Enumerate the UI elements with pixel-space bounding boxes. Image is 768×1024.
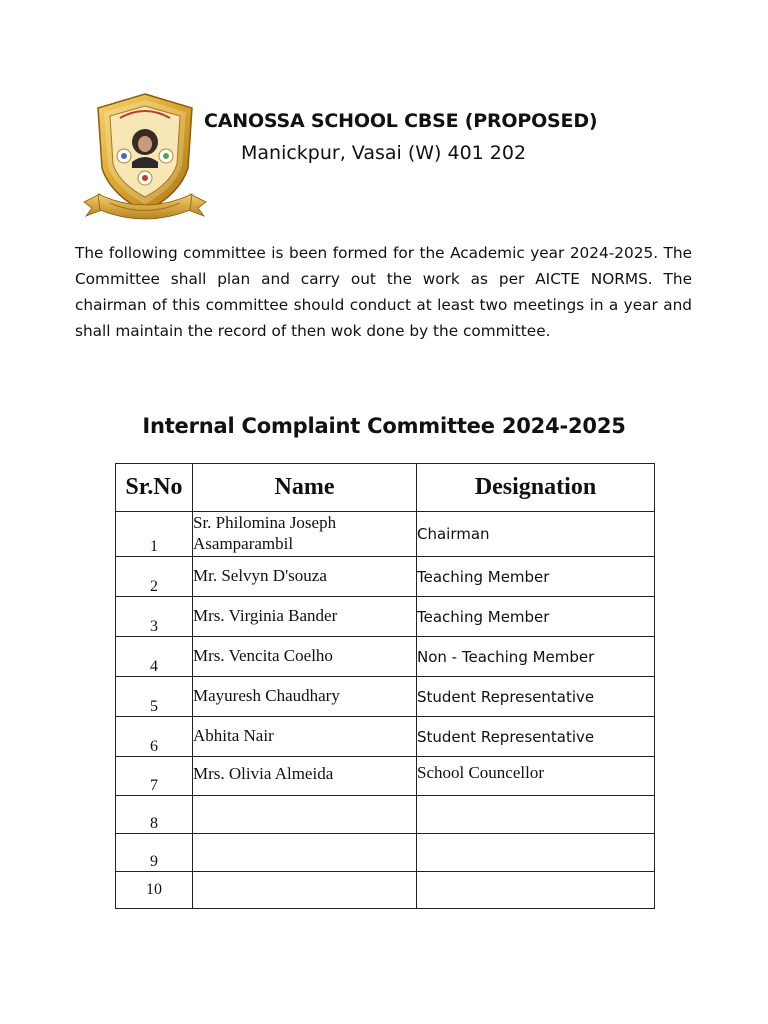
name-cell xyxy=(193,834,417,872)
sr-no-cell: 3 xyxy=(116,597,193,637)
table-row xyxy=(116,717,655,757)
table-row xyxy=(116,834,655,872)
name-cell: Mrs. Virginia Bander xyxy=(193,597,417,637)
committee-title: Internal Complaint Committee 2024-2025 xyxy=(142,414,626,438)
intro-paragraph: The following committee is been formed for the Academic year 2024-2025. The Committee shall plan and carry out the work as per AICTE NORMS. The chairman of this committee should conduct at least two meetings in a year and shall maintain the record of then wok done by the committee. xyxy=(75,244,692,340)
designation-cell: School Councellor xyxy=(417,757,655,796)
table-row xyxy=(116,597,655,637)
name-cell: Mr. Selvyn D'souza xyxy=(193,557,417,597)
table-row xyxy=(116,512,655,557)
designation-cell: Chairman xyxy=(417,512,655,557)
sr-no-cell: 6 xyxy=(116,717,193,757)
name-cell: Abhita Nair xyxy=(193,717,417,757)
sr-no-cell: 1 xyxy=(116,512,193,557)
sr-no-cell: 2 xyxy=(116,557,193,597)
column-header-designation: Designation xyxy=(417,464,655,512)
designation-cell xyxy=(417,834,655,872)
table-row xyxy=(116,757,655,796)
sr-no-cell: 10 xyxy=(116,872,193,909)
table-row xyxy=(116,677,655,717)
designation-cell: Teaching Member xyxy=(417,597,655,637)
table-row xyxy=(116,872,655,909)
sr-no-cell: 4 xyxy=(116,637,193,677)
name-cell xyxy=(193,796,417,834)
table-row xyxy=(116,637,655,677)
school-crest-icon xyxy=(80,90,210,225)
sr-no-cell: 7 xyxy=(116,757,193,796)
school-name: CANOSSA SCHOOL CBSE (PROPOSED) xyxy=(204,110,598,132)
name-cell: Mrs. Vencita Coelho xyxy=(193,637,417,677)
designation-cell xyxy=(417,872,655,909)
column-header-sr-no: Sr.No xyxy=(116,464,193,512)
table-header-row xyxy=(116,464,655,512)
committee-members-table xyxy=(115,463,655,909)
designation-cell xyxy=(417,796,655,834)
designation-cell: Non - Teaching Member xyxy=(417,637,655,677)
sr-no-cell: 5 xyxy=(116,677,193,717)
name-cell xyxy=(193,872,417,909)
name-cell: Sr. Philomina Joseph Asamparambil xyxy=(193,512,417,557)
sr-no-cell: 8 xyxy=(116,796,193,834)
name-cell: Mayuresh Chaudhary xyxy=(193,677,417,717)
school-address: Manickpur, Vasai (W) 401 202 xyxy=(241,142,527,164)
sr-no-cell: 9 xyxy=(116,834,193,872)
designation-cell: Student Representative xyxy=(417,677,655,717)
designation-cell: Student Representative xyxy=(417,717,655,757)
column-header-name: Name xyxy=(193,464,417,512)
table-row xyxy=(116,796,655,834)
designation-cell: Teaching Member xyxy=(417,557,655,597)
table-row xyxy=(116,557,655,597)
name-cell: Mrs. Olivia Almeida xyxy=(193,757,417,796)
school-logo xyxy=(80,90,210,225)
